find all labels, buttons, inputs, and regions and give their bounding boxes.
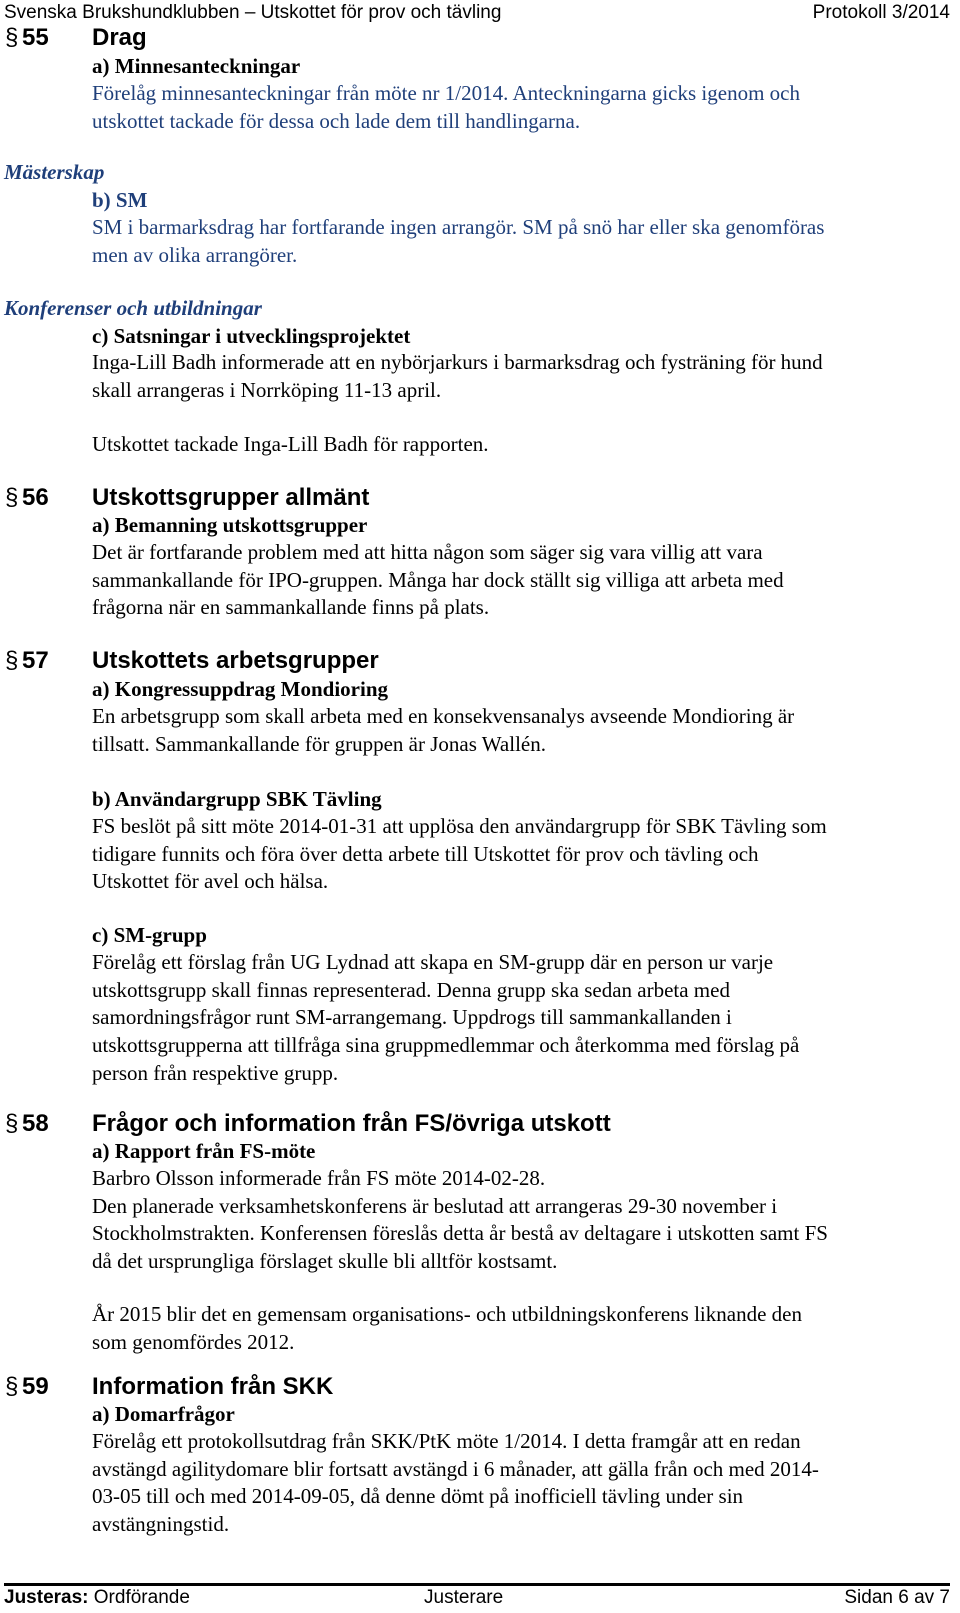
paragraph-line: Den planerade verksamhetskonferens är beslutad att arrangeras 29-30 november i xyxy=(92,1193,778,1218)
header-organization: Svenska Brukshundklubben – Utskottet för prov och tävling xyxy=(4,2,502,23)
paragraph-line: FS beslöt på sitt möte 2014-01-31 att upplösa den användargrupp för SBK Tävling som xyxy=(92,814,827,838)
subsection-title: a) Rapport från FS-möte xyxy=(92,1139,316,1163)
paragraph xyxy=(92,80,940,135)
paragraph-line: SM i barmarksdrag har fortfarande ingen arrangör. SM på snö har eller ska genomföras xyxy=(92,215,825,239)
footer-justerare: Justerare xyxy=(424,1587,504,1608)
paragraph-line: Utskottet tackade Inga-Lill Badh för rapporten. xyxy=(92,432,489,456)
paragraph-line: En arbetsgrupp som skall arbeta med en konsekvensanalys avseende Mondioring är xyxy=(92,704,795,728)
section-title: Utskottsgrupper allmänt xyxy=(92,484,370,511)
paragraph xyxy=(92,214,940,269)
section-number: 58 xyxy=(22,1110,49,1137)
paragraph-line: Inga-Lill Badh informerade att en nybörjarkurs i barmarksdrag och fysträning för hund xyxy=(92,350,823,374)
subsection-title: a) Bemanning utskottsgrupper xyxy=(92,513,368,537)
paragraph-line: utskottsgrupperna att tillfråga sina gruppmedlemmar och återkomma med förslag på xyxy=(92,1033,800,1058)
page-footer xyxy=(4,1583,950,1611)
paragraph-line: År 2015 blir det en gemensam organisations- och utbildningskonferens liknande den xyxy=(92,1302,802,1326)
paragraph xyxy=(92,539,940,622)
paragraph-line: utskottsgrupp skall finnas representerad. Denna grupp ska sedan arbeta med xyxy=(92,977,730,1002)
footer-justeras-role: Ordförande xyxy=(93,1587,190,1608)
paragraph-line: frågorna när en sammankallande finns på plats. xyxy=(92,595,490,620)
section-symbol: § xyxy=(5,484,19,511)
paragraph-line: Utskottet för avel och hälsa. xyxy=(92,869,329,894)
section-number: 57 xyxy=(22,647,49,674)
paragraph-line: Förelåg ett protokollsutdrag från SKK/PtK möte 1/2014. I detta framgår att en redan xyxy=(92,1429,801,1453)
paragraph xyxy=(92,1165,940,1276)
section-number: 56 xyxy=(22,484,49,511)
footer-signature-label xyxy=(4,1585,190,1611)
subsection-title: b) SM xyxy=(92,188,148,212)
paragraph-line: tillsatt. Sammankallande för gruppen är Jonas Wallén. xyxy=(92,731,546,756)
footer-page-number: Sidan 6 av 7 xyxy=(844,1587,950,1608)
paragraph xyxy=(92,703,940,758)
paragraph-line: avstängningstid. xyxy=(92,1512,230,1537)
paragraph-line: Det är fortfarande problem med att hitta någon som säger sig vara villig att vara xyxy=(92,540,763,564)
paragraph-line: Förelåg ett förslag från UG Lydnad att skapa en SM-grupp där en person ur varje xyxy=(92,950,774,974)
subsection-title: a) Domarfrågor xyxy=(92,1402,235,1426)
paragraph xyxy=(92,1428,940,1539)
paragraph-line: då det ursprungliga förslaget skulle bli alltför kostsamt. xyxy=(92,1249,558,1274)
subsection-title: c) Satsningar i utvecklingsprojektet xyxy=(92,324,411,348)
paragraph-line: tidigare funnits och föra över detta arbete till Utskottet för prov och tävling och xyxy=(92,841,759,866)
paragraph-line: avstängd agilitydomare blir fortsatt avstängd i 6 månader, att gälla från och med 2014- xyxy=(92,1456,819,1481)
category-heading: Konferenser och utbildningar xyxy=(4,296,262,320)
section-title: Utskottets arbetsgrupper xyxy=(92,647,379,674)
paragraph-line: person från respektive grupp. xyxy=(92,1060,339,1085)
paragraph xyxy=(92,1301,940,1356)
paragraph-line: som genomfördes 2012. xyxy=(92,1329,295,1354)
section-symbol: § xyxy=(5,1110,19,1137)
subsection-title: a) Kongressuppdrag Mondioring xyxy=(92,677,388,701)
paragraph xyxy=(92,813,940,896)
category-heading: Mästerskap xyxy=(4,160,105,184)
section-title: Information från SKK xyxy=(92,1373,334,1400)
subsection-title: c) SM-grupp xyxy=(92,923,207,947)
paragraph-line: Barbro Olsson informerade från FS möte 2014-02-28. xyxy=(92,1166,546,1190)
paragraph-line: skall arrangeras i Norrköping 11-13 april. xyxy=(92,377,442,402)
paragraph xyxy=(92,949,940,1088)
paragraph-line: utskottet tackade för dessa och lade dem till handlingarna. xyxy=(92,108,581,133)
subsection-title: b) Användargrupp SBK Tävling xyxy=(92,787,382,811)
section-number: 55 xyxy=(22,24,49,51)
page-header xyxy=(4,1,950,25)
paragraph-line: 03-05 till och med 2014-09-05, då denne dömt på inofficiell tävling under sin xyxy=(92,1484,744,1509)
paragraph-line: Förelåg minnesanteckningar från möte nr 1/2014. Anteckningarna gicks igenom och xyxy=(92,81,800,105)
footer-justeras-label: Justeras: xyxy=(4,1587,89,1608)
paragraph-line: samordningsfrågor runt SM-arrangemang. Uppdrogs till sammankallanden i xyxy=(92,1005,732,1030)
section-symbol: § xyxy=(5,1373,19,1400)
header-protocol-number: Protokoll 3/2014 xyxy=(812,2,950,23)
section-title: Drag xyxy=(92,24,147,51)
paragraph-line: sammankallande för IPO-gruppen. Många har dock ställt sig villiga att arbeta med xyxy=(92,567,784,592)
section-symbol: § xyxy=(5,647,19,674)
section-title: Frågor och information från FS/övriga utskott xyxy=(92,1110,611,1137)
paragraph-line: men av olika arrangörer. xyxy=(92,242,298,267)
section-number: 59 xyxy=(22,1373,49,1400)
section-symbol: § xyxy=(5,24,19,51)
paragraph-line: Stockholmstrakten. Konferensen föreslås detta år bestå av deltagare i utskotten samt FS xyxy=(92,1221,828,1246)
subsection-title: a) Minnesanteckningar xyxy=(92,54,301,78)
paragraph xyxy=(92,431,940,459)
paragraph xyxy=(92,349,940,404)
